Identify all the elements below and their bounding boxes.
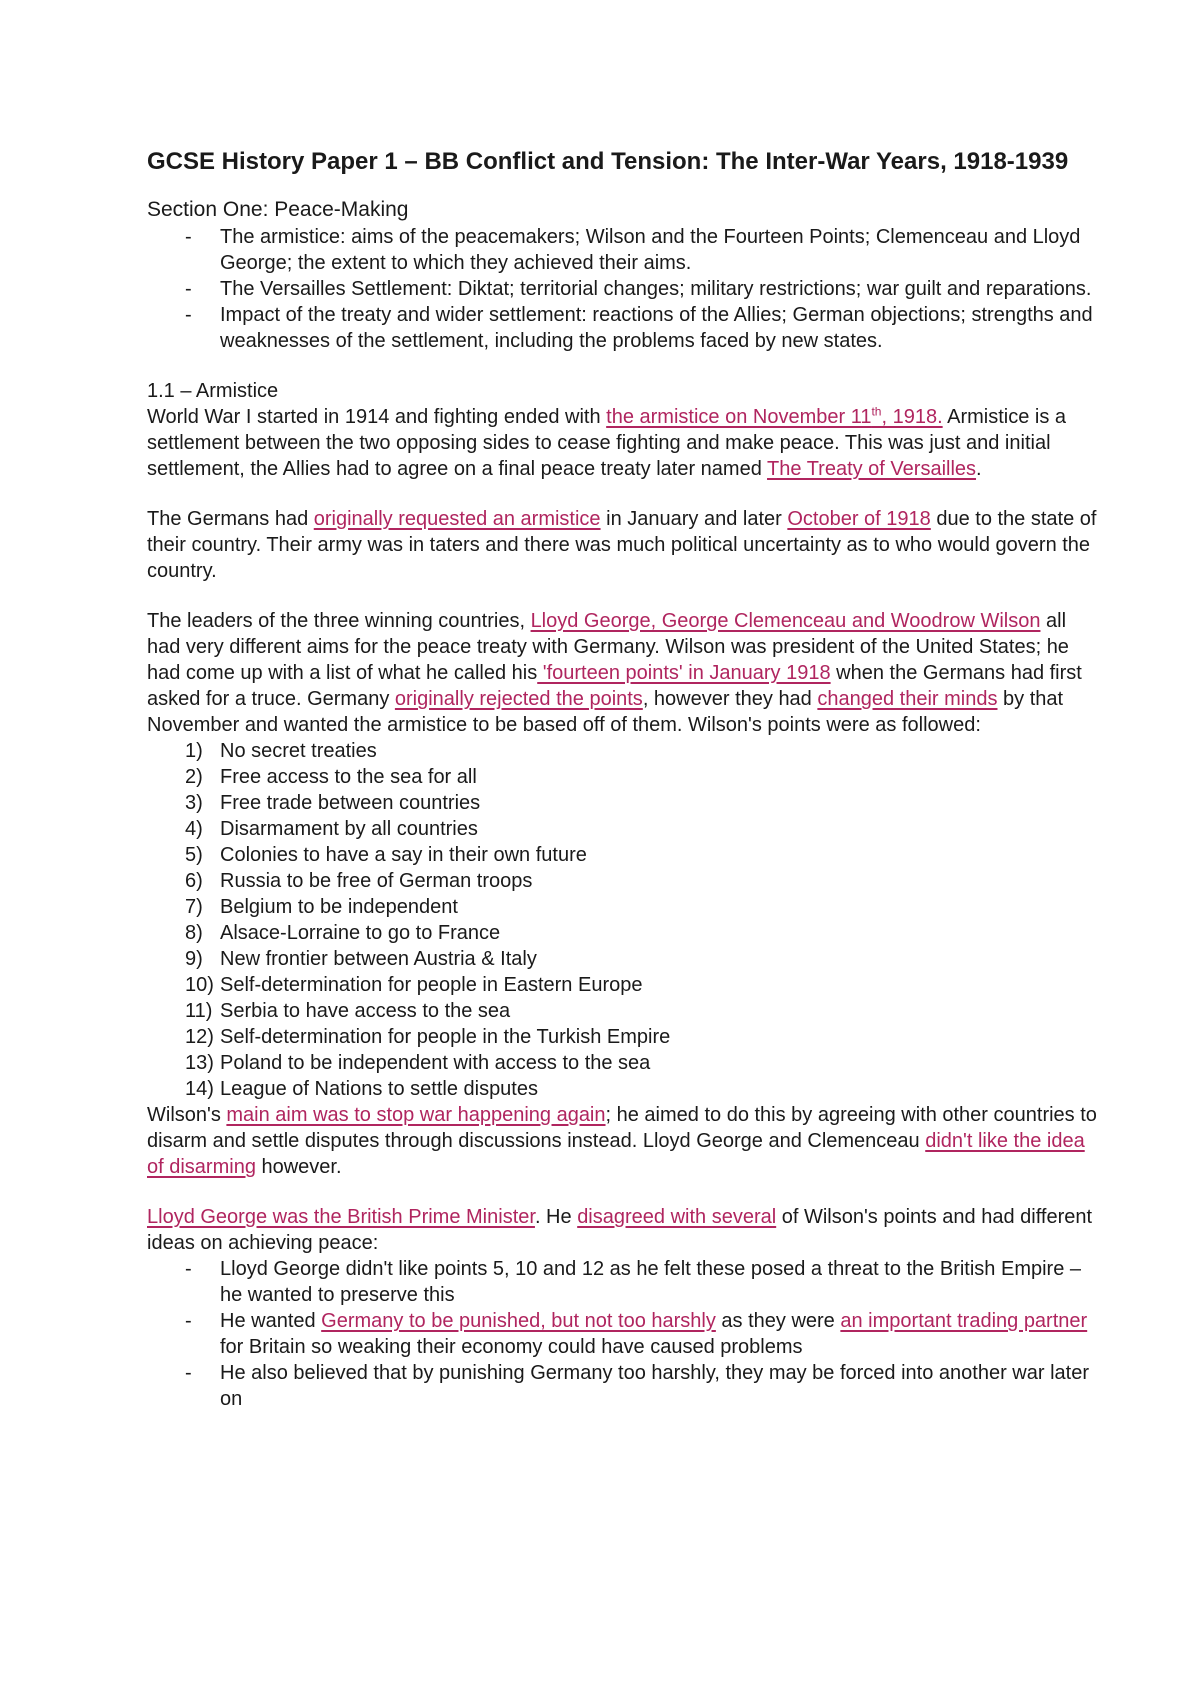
text-run: for Britain so weaking their economy could have caused problems <box>220 1336 803 1358</box>
text-run: when the Germans had first asked for a truce. Germany <box>147 662 1082 710</box>
list-number: 4) <box>185 818 203 840</box>
list-text: Colonies to have a say in their own future <box>220 844 587 866</box>
list-number: 1) <box>185 740 203 762</box>
list-item <box>147 816 1097 842</box>
list-number: 9) <box>185 948 203 970</box>
lloyd-george-list <box>147 1256 1097 1412</box>
highlight-run: , 1918. <box>881 406 943 428</box>
highlight-text: didn't like the idea of disarming <box>147 1130 1085 1178</box>
list-item <box>147 972 1097 998</box>
highlight-text: an important trading partner <box>840 1310 1088 1332</box>
highlight-run: the armistice on November 11 <box>606 406 872 428</box>
highlight-text: originally rejected the points <box>394 688 643 710</box>
armistice-paragraph-3 <box>147 608 1097 738</box>
list-number: 5) <box>185 844 203 866</box>
list-item <box>147 1024 1097 1050</box>
highlight-text: disagreed with several <box>577 1206 777 1228</box>
text-run: in January and later <box>600 508 788 530</box>
highlight-text: changed their minds <box>817 688 998 710</box>
text-run: by that November and wanted the armistice to be based off of them. Wilson's points were as followed: <box>147 688 1064 736</box>
text-run: He wanted <box>220 1310 322 1332</box>
list-text: League of Nations to settle disputes <box>220 1078 538 1100</box>
fourteen-points-list <box>147 738 1097 1102</box>
text-run: Wilson's <box>147 1104 227 1126</box>
list-item <box>147 738 1097 764</box>
text-run: World War I started in 1914 and fighting ended with <box>147 406 607 428</box>
list-text: Self-determination for people in the Turkish Empire <box>220 1026 671 1048</box>
armistice-paragraph-5 <box>147 1204 1097 1256</box>
list-item <box>147 998 1097 1024</box>
section-one-list <box>147 224 1097 354</box>
armistice-paragraph-4 <box>147 1102 1097 1180</box>
highlight-text: Germany to be punished, but not too harshly <box>321 1310 716 1332</box>
text-run: ; he aimed to do this by agreeing with other countries to disarm and settle disputes through discussions instead. Lloyd George and Clemenceau <box>147 1104 1097 1152</box>
text-run: Armistice is a settlement between the two opposing sides to cease fighting and make peace. This was just and initial settlement, the Allies had to agree on a final peace treaty later named <box>147 406 1067 480</box>
highlight-text: originally requested an armistice <box>313 508 601 530</box>
armistice-heading: 1.1 – Armistice <box>147 380 279 402</box>
text-run: all had very different aims for the peace treaty with Germany. Wilson was president of the United States; he had come up with a list of what he called his <box>147 610 1069 684</box>
list-number: 10) <box>185 974 214 996</box>
list-item <box>147 790 1097 816</box>
list-text: Serbia to have access to the sea <box>220 1000 511 1022</box>
list-text: Free trade between countries <box>220 792 481 814</box>
list-number: 8) <box>185 922 203 944</box>
text-run: as they were <box>715 1310 841 1332</box>
spacer <box>147 354 1097 378</box>
list-item: - Impact of the treaty and wider settlement: reactions of the Allies; German objections; strengths and weaknesses of the settlement, including the problems faced by new states. <box>147 302 1097 354</box>
list-number: 12) <box>185 1026 214 1048</box>
highlight-text: October of 1918 <box>787 508 931 530</box>
list-text: Alsace-Lorraine to go to France <box>220 922 501 944</box>
text-run: however. <box>255 1156 342 1178</box>
section-one-heading: Section One: Peace-Making <box>147 198 409 221</box>
list-text: Poland to be independent with access to the sea <box>220 1052 651 1074</box>
spacer <box>147 1180 1097 1204</box>
list-text: Belgium to be independent <box>220 896 458 918</box>
text-run: The Germans had <box>147 508 314 530</box>
text-run: . He <box>534 1206 578 1228</box>
list-item <box>147 842 1097 868</box>
list-item: - He also believed that by punishing Germany too harshly, they may be forced into another war later on <box>147 1360 1097 1412</box>
highlight-text: main aim was to stop war happening again <box>226 1104 606 1126</box>
text-run: The leaders of the three winning countries, <box>147 610 531 632</box>
list-number: 2) <box>185 766 203 788</box>
document-content <box>147 146 1097 1412</box>
list-item: - The Versailles Settlement: Diktat; territorial changes; military restrictions; war guilt and reparations. <box>147 276 1097 302</box>
list-text: Self-determination for people in Eastern Europe <box>220 974 643 996</box>
list-item <box>147 1050 1097 1076</box>
list-item <box>147 894 1097 920</box>
list-item: - Lloyd George didn't like points 5, 10 and 12 as he felt these posed a threat to the British Empire – he wanted to preserve this <box>147 1256 1097 1308</box>
list-item <box>147 946 1097 972</box>
armistice-paragraph-2 <box>147 506 1097 584</box>
highlight-text: 'fourteen points' in January 1918 <box>537 662 831 684</box>
highlight-text: Lloyd George was the British Prime Minister <box>147 1206 535 1228</box>
list-number: 11) <box>185 1000 213 1022</box>
list-text: No secret treaties <box>220 740 377 762</box>
list-number: 13) <box>185 1052 214 1074</box>
text-run: due to the state of their country. Their army was in taters and there was much political uncertainty as to who would govern the country. <box>147 508 1097 582</box>
highlight-text: The Treaty of Versailles <box>767 458 977 480</box>
list-item <box>147 764 1097 790</box>
armistice-paragraph-1 <box>147 404 1097 482</box>
list-number: 7) <box>185 896 203 918</box>
list-item <box>147 920 1097 946</box>
text-run: , however they had <box>642 688 818 710</box>
list-item <box>147 1076 1097 1102</box>
spacer <box>147 584 1097 608</box>
highlight-text: Lloyd George, George Clemenceau and Woodrow Wilson <box>530 610 1041 632</box>
text-run: of Wilson's points and had different ideas on achieving peace: <box>147 1206 1093 1254</box>
list-number: 6) <box>185 870 203 892</box>
list-text: New frontier between Austria & Italy <box>220 948 537 970</box>
list-item <box>147 1308 1097 1360</box>
list-text: Disarmament by all countries <box>220 818 478 840</box>
spacer <box>147 482 1097 506</box>
list-item <box>147 868 1097 894</box>
superscript: th <box>871 404 882 419</box>
list-number: 14) <box>185 1078 214 1100</box>
list-number: 3) <box>185 792 203 814</box>
highlight-text <box>606 406 943 428</box>
text-run: . <box>976 458 982 480</box>
list-text: Russia to be free of German troops <box>220 870 533 892</box>
list-item: - The armistice: aims of the peacemakers; Wilson and the Fourteen Points; Clemenceau and Lloyd George; the extent to which they achieved their aims. <box>147 224 1097 276</box>
document-title: GCSE History Paper 1 – BB Conflict and Tension: The Inter-War Years, 1918-1939 <box>147 148 1069 175</box>
list-text: Free access to the sea for all <box>220 766 477 788</box>
